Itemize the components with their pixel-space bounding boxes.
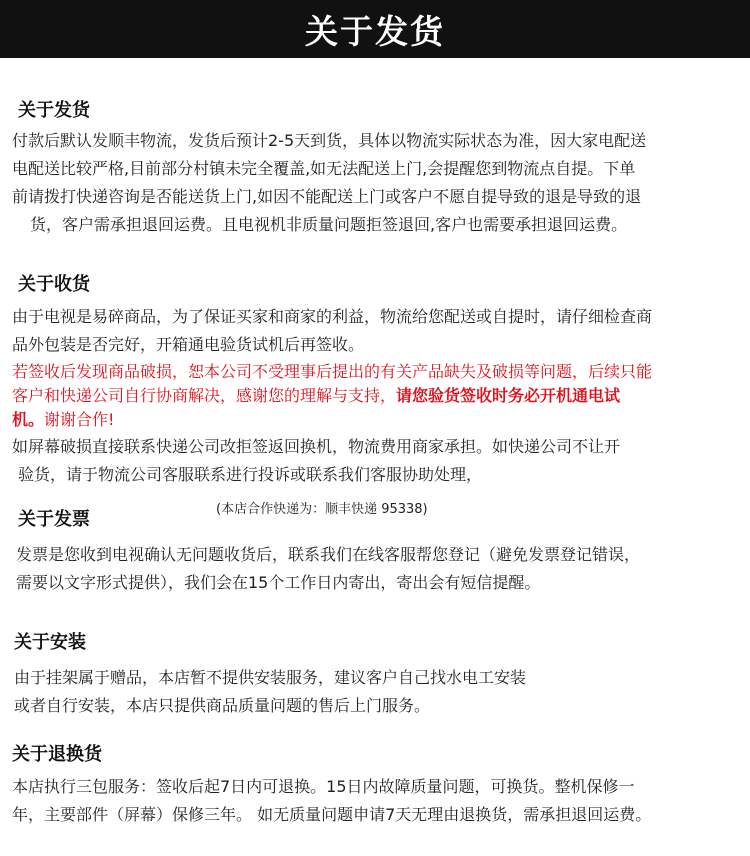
shipping-line: 前请拨打快递咨询是否能送货上门,如因不能配送上门或客户不愿自提导致的退是导致的退 <box>12 187 642 206</box>
installation-line: 由于挂架属于赠品，本店暂不提供安装服务，建议客户自己找水电工安装 <box>14 668 527 687</box>
extra-line: 如屏幕破损直接联系快递公司改拒签返回换机，物流费用商家承担。如快递公司不让开 <box>12 437 621 456</box>
warning-line <box>12 408 652 432</box>
receiving-warning <box>12 360 652 432</box>
shipping-line: 电配送比较严格,目前部分村镇未完全覆盖,如无法配送上门,会提醒您到物流点自提。下单 <box>12 159 636 178</box>
invoice-line: 需要以文字形式提供），我们会在15个工作日内寄出，寄出会有短信提醒。 <box>16 573 541 592</box>
extra-line: 验货，请于物流公司客服联系进行投诉或联系我们客服协助处理， <box>18 465 483 484</box>
installation-paragraph <box>14 664 526 720</box>
receiving-paragraph <box>12 303 652 359</box>
installation-title: 关于安装 <box>14 632 86 653</box>
warning-emphasis: 请您验货签收时务必开机通电试 <box>396 386 621 405</box>
receiving-line: 由于电视是易碎商品，为了保证买家和商家的利益，物流给您配送或自提时，请仔细检查商 <box>12 307 653 326</box>
invoice-paragraph <box>16 541 640 597</box>
returns-title: 关于退换货 <box>12 744 102 765</box>
warning-line <box>12 384 652 408</box>
invoice-line: 发票是您收到电视确认无问题收货后，联系我们在线客服帮您登记（避免发票登记错误， <box>16 545 641 564</box>
returns-line: 本店执行三包服务：签收后起7日内可退换。15日内故障质量问题，可换货。整机保修一 <box>12 777 635 796</box>
warning-thanks: 谢谢合作! <box>44 410 115 429</box>
courier-note: (本店合作快递为：顺丰快递 95338) <box>216 502 428 517</box>
top-banner <box>0 0 750 58</box>
warning-text: 客户和快递公司自行协商解决，感谢您的理解与支持， <box>12 386 397 405</box>
warning-emphasis-end: 机。 <box>12 410 45 429</box>
receiving-extra <box>12 433 620 489</box>
warning-line: 若签收后发现商品破损，恕本公司不受理事后提出的有关产品缺失及破损等问题，后续只能 <box>12 362 653 381</box>
shipping-line: 付款后默认发顺丰物流，发货后预计2-5天到货，具体以物流实际状态为准，因大家电配送 <box>12 131 647 150</box>
shipping-title: 关于发货 <box>18 100 90 121</box>
banner-title: 关于发货 <box>305 11 445 51</box>
returns-line: 年，主要部件（屏幕）保修三年。 如无质量问题申请7天无理由退换货，需承担退回运费。 <box>12 805 652 824</box>
shipping-line: 货，客户需承担退回运费。且电视机非质量问题拒签退回,客户也需要承担退回运费。 <box>30 215 628 234</box>
receiving-line: 品外包装是否完好，开箱通电验货试机后再签收。 <box>12 335 365 354</box>
shipping-paragraph <box>12 127 646 239</box>
returns-paragraph <box>12 773 651 829</box>
installation-line: 或者自行安装，本店只提供商品质量问题的售后上门服务。 <box>14 696 431 715</box>
invoice-title: 关于发票 <box>18 509 90 530</box>
receiving-title: 关于收货 <box>18 274 90 295</box>
